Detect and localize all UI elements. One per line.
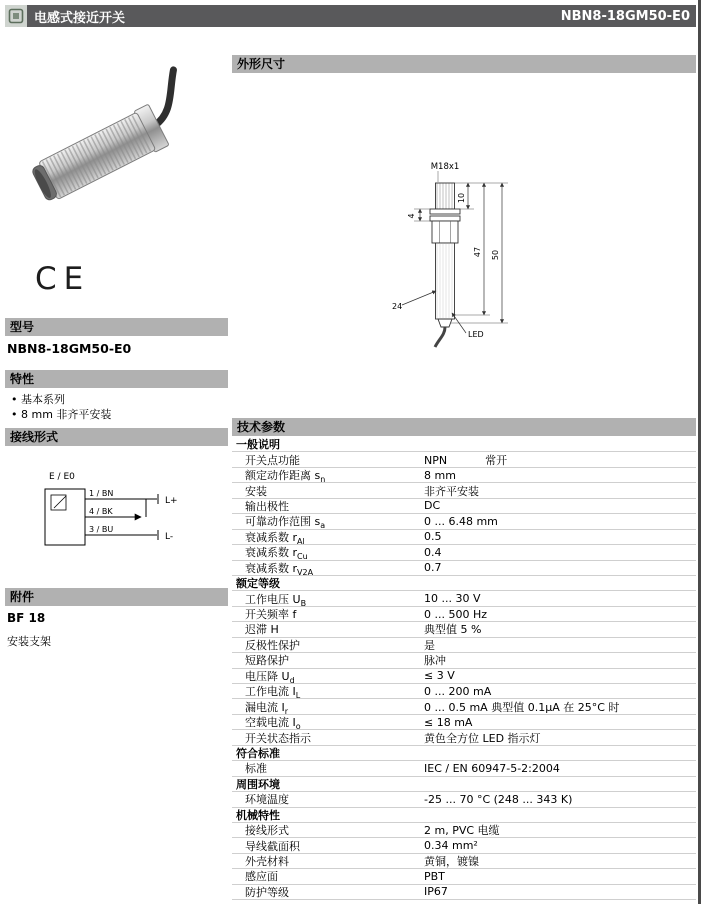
section-label: 符合标准: [236, 746, 280, 760]
pin-label-bn: 1 / BN: [89, 489, 114, 498]
table-row: [232, 854, 696, 869]
table-section-row: [232, 808, 696, 823]
param-label: 导线截面积: [245, 839, 300, 853]
param-label: 工作电流 $I_L$: [245, 685, 301, 701]
param-value: ≤ 18 mA: [424, 715, 473, 729]
param-label: 开关点功能: [245, 453, 300, 467]
param-value: 0 ... 6.48 mm: [424, 514, 498, 528]
param-value: 0.4: [424, 545, 442, 559]
pin-label-bu: 3 / BU: [89, 525, 114, 534]
pin-label-bk: 4 / BK: [89, 507, 113, 516]
ce-mark: CE: [35, 261, 91, 297]
param-label: 感应面: [245, 870, 278, 884]
table-row: [232, 483, 696, 498]
table-row: [232, 792, 696, 807]
param-value: 黄色全方位 LED 指示灯: [424, 731, 541, 745]
param-value: -25 ... 70 °C (248 ... 343 K): [424, 792, 573, 806]
table-section-row: [232, 777, 696, 792]
section-label: 机械特性: [236, 808, 280, 822]
param-label: 电压降 $U_d$: [245, 669, 295, 685]
param-value: 0 ... 500 Hz: [424, 607, 488, 621]
param-label: 输出极性: [245, 499, 289, 513]
section-label: 周围环境: [236, 777, 280, 791]
section-bar-dimensions: 外形尺寸: [232, 55, 696, 73]
product-model-header: NBN8-18GM50-E0: [560, 8, 690, 24]
param-value: 非齐平安装: [424, 484, 479, 498]
table-section-row: [232, 746, 696, 761]
section-label: 一般说明: [236, 438, 280, 452]
model-name: NBN8-18GM50-E0: [7, 341, 132, 356]
param-value: 0.5: [424, 530, 442, 544]
section-bar-features: 特性: [5, 370, 228, 388]
wiring-diagram: [25, 467, 225, 562]
param-value: PBT: [424, 869, 445, 883]
param-value: 0.7: [424, 561, 442, 575]
table-row: [232, 468, 696, 483]
param-value: 0 ... 200 mA: [424, 684, 492, 698]
table-row: [232, 730, 696, 745]
dim-24-label: 24: [392, 302, 403, 311]
table-row: [232, 591, 696, 606]
param-label: 短路保护: [245, 654, 289, 668]
param-value: 黄铜，镀镍: [424, 855, 479, 869]
feature-list: [10, 392, 111, 422]
table-row: [232, 669, 696, 684]
param-value: IEC / EN 60947-5-2:2004: [424, 761, 560, 775]
table-row: [232, 653, 696, 668]
param-value: DC: [424, 499, 441, 513]
table-row: [232, 823, 696, 838]
param-label: 迟滞 H: [245, 623, 279, 637]
param-value: 10 ... 30 V: [424, 592, 481, 606]
table-row: [232, 452, 696, 467]
section-bar-model: 型号: [5, 318, 228, 336]
wiring-variant-label: E / E0: [49, 472, 75, 482]
table-section-row: [232, 437, 696, 452]
param-label: 可靠动作范围 $s_a$: [245, 515, 326, 531]
param-label: 标准: [245, 762, 267, 776]
l-minus-label: L-: [165, 532, 174, 542]
dim-47-label: 47: [473, 246, 482, 258]
led-label: LED: [468, 330, 484, 339]
param-label: 反极性保护: [245, 638, 300, 652]
param-label: 防护等级: [245, 885, 289, 899]
param-label: 开关状态指示: [245, 731, 311, 745]
param-value: 是: [424, 638, 435, 652]
param-value: ≤ 3 V: [424, 669, 455, 683]
header-bar: [5, 5, 696, 27]
param-value: 典型值 5 %: [424, 623, 482, 637]
table-row: [232, 715, 696, 730]
param-label: 衰减系数 $r_{Cu}$: [245, 546, 308, 562]
tech-table: [232, 437, 696, 900]
product-photo: [11, 55, 216, 240]
table-row: [232, 622, 696, 637]
param-value: NPN 常开: [424, 453, 508, 467]
table-row: [232, 699, 696, 714]
param-label: 环境温度: [245, 793, 289, 807]
table-row: [232, 545, 696, 560]
param-label: 衰减系数 $r_{V2A}$: [245, 561, 314, 577]
table-row: [232, 514, 696, 529]
sensor-icon: [5, 5, 27, 27]
table-row: [232, 499, 696, 514]
dimension-drawing: [350, 157, 590, 357]
param-label: 额定动作距离 $s_n$: [245, 469, 326, 485]
param-label: 衰减系数 $r_{Al}$: [245, 530, 305, 547]
thread-label: M18x1: [430, 162, 460, 172]
table-row: [232, 684, 696, 699]
param-value: IP67: [424, 885, 448, 899]
param-value: 0 ... 0.5 mA 典型值 0.1µA 在 25°C 时: [424, 700, 620, 714]
table-row: [232, 885, 696, 900]
accessory-name: BF 18: [7, 611, 46, 625]
accessory-description: 安装支架: [7, 635, 51, 648]
param-label: 漏电流 $I_r$: [245, 700, 289, 716]
param-value: 2 m, PVC 电缆: [424, 824, 500, 838]
param-label: 空载电流 $I_o$: [245, 716, 301, 732]
param-value-2: 常开: [485, 453, 508, 467]
page-title: 电感式接近开关: [34, 10, 126, 26]
dim-50-label: 50: [491, 249, 500, 261]
table-row: [232, 561, 696, 576]
feature-item: • 8 mm 非齐平安装: [10, 407, 111, 422]
right-column: [232, 27, 696, 904]
param-label: 接线形式: [245, 824, 289, 838]
table-section-row: [232, 576, 696, 591]
section-bar-accessories: 附件: [5, 588, 228, 606]
param-value: 0.34 mm²: [424, 839, 478, 853]
dim-10-label: 10: [457, 192, 466, 204]
param-value: 8 mm: [424, 468, 456, 482]
param-label: 工作电压 $U_B$: [245, 592, 307, 608]
table-row: [232, 761, 696, 776]
section-bar-connection: 接线形式: [5, 428, 228, 446]
table-row: [232, 638, 696, 653]
l-plus-label: L+: [165, 496, 178, 506]
feature-item: • 基本系列: [10, 392, 111, 407]
table-row: [232, 607, 696, 622]
table-row: [232, 838, 696, 853]
param-label: 开关频率 f: [245, 608, 297, 622]
param-value: 脉冲: [424, 654, 446, 668]
section-label: 额定等级: [236, 577, 280, 591]
dim-4-label: 4: [407, 213, 416, 219]
param-label: 安装: [245, 484, 267, 498]
left-column: [5, 27, 228, 904]
table-row: [232, 530, 696, 545]
section-bar-technical-data: 技术参数: [232, 418, 696, 436]
param-label: 外壳材料: [245, 855, 289, 869]
table-row: [232, 869, 696, 884]
